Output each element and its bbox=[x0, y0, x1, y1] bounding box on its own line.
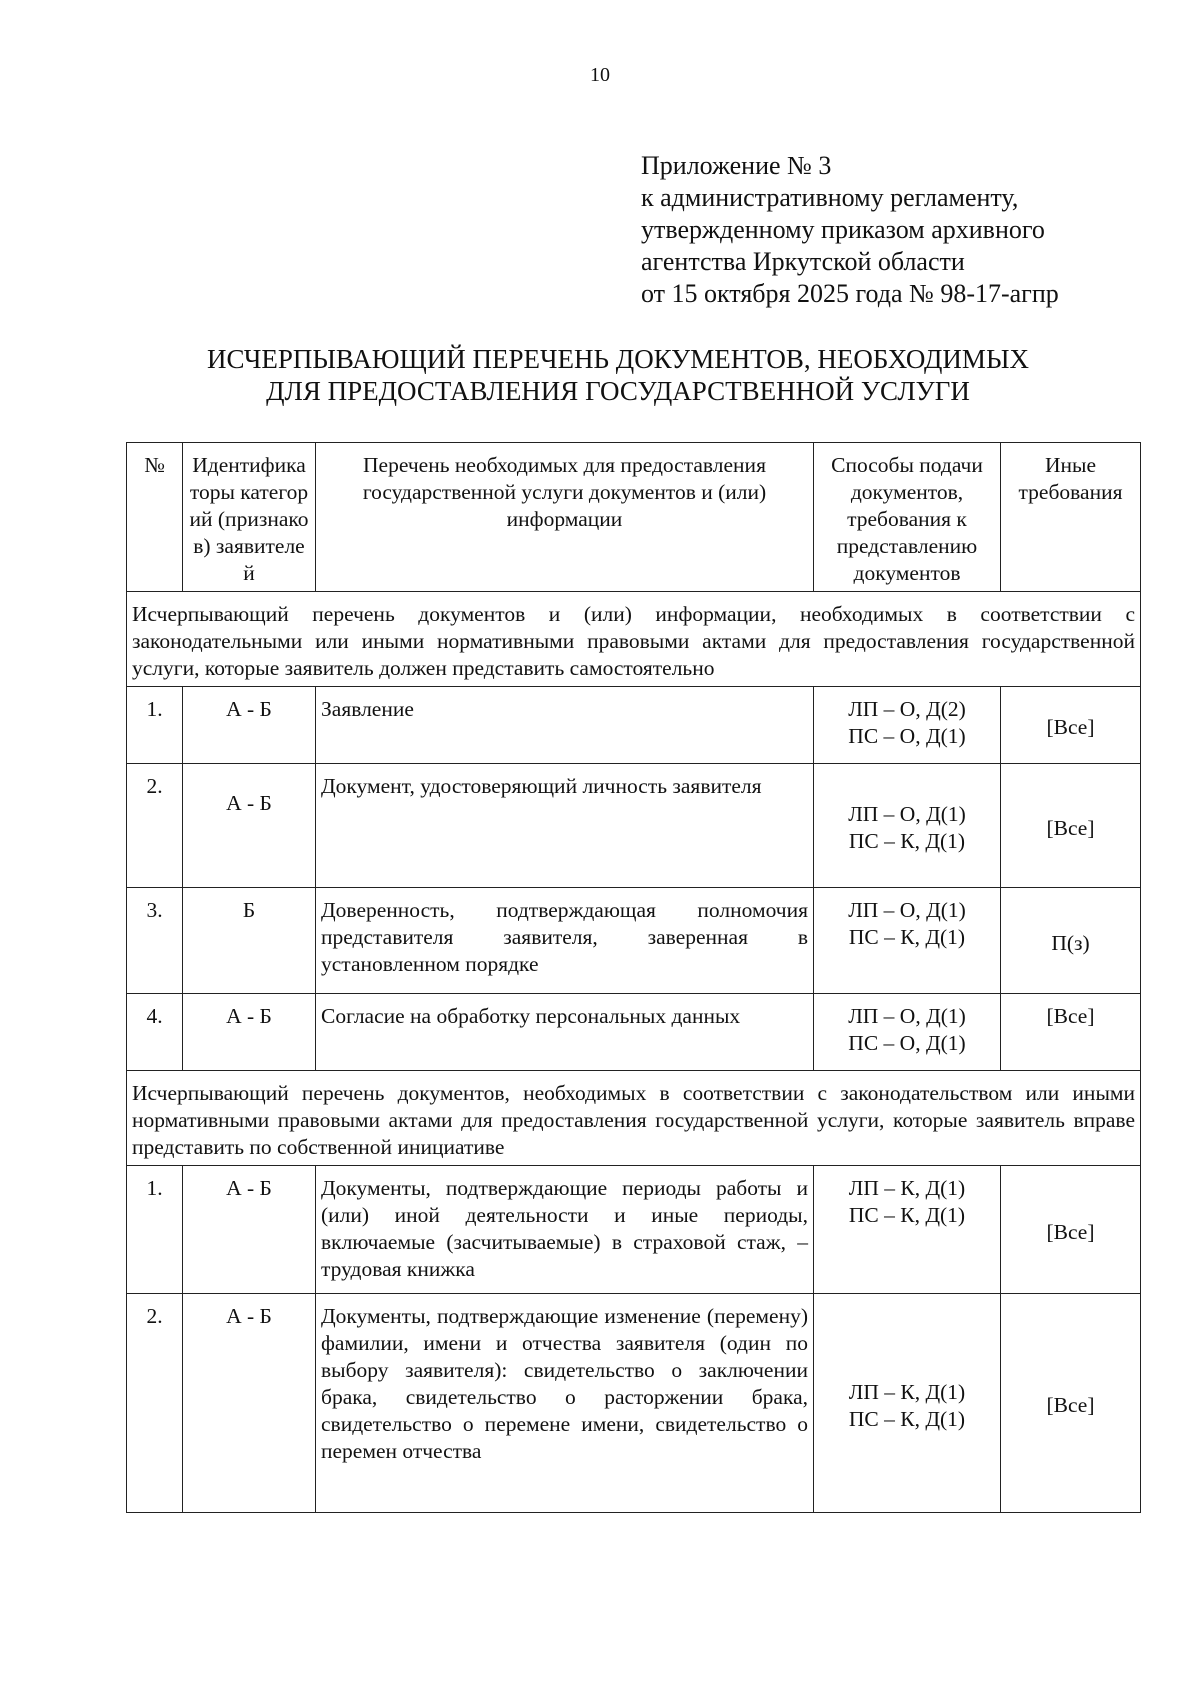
row-identifier: А - Б bbox=[183, 687, 316, 764]
table-header-row bbox=[127, 443, 1141, 592]
section-heading-row bbox=[127, 1071, 1141, 1166]
submission-line: ПС – О, Д(1) bbox=[848, 724, 966, 748]
submission-line: ПС – К, Д(1) bbox=[848, 1406, 966, 1431]
appendix-block bbox=[641, 150, 1059, 310]
document-title bbox=[0, 343, 1200, 407]
submission-line: ПС – К, Д(1) bbox=[848, 925, 966, 949]
row-other-requirements: П(з) bbox=[1001, 888, 1141, 994]
page-number: 10 bbox=[590, 64, 610, 86]
table-row bbox=[127, 888, 1141, 994]
row-other-requirements: [Все] bbox=[1001, 994, 1141, 1071]
row-number: 1. bbox=[127, 687, 183, 764]
submission-line: ЛП – О, Д(1) bbox=[848, 802, 966, 826]
section-2-title: Исчерпывающий перечень документов, необходимых в соответствии с законодательством или иными нормативными правовыми актами для предоставления государственной услуги, которые заявитель вправе представить по собственной инициативе bbox=[127, 1071, 1141, 1166]
row-number: 3. bbox=[127, 888, 183, 994]
row-document: Документ, удостоверяющий личность заявителя bbox=[316, 764, 814, 888]
row-document: Доверенность, подтверждающая полномочия представителя заявителя, заверенная в установленном порядке bbox=[316, 888, 814, 994]
submission-line: ЛП – К, Д(1) bbox=[848, 1176, 966, 1200]
table-row bbox=[127, 1166, 1141, 1294]
row-submission bbox=[814, 1294, 1001, 1513]
row-identifier: А - Б bbox=[183, 1294, 316, 1513]
row-number: 4. bbox=[127, 994, 183, 1071]
table-row bbox=[127, 764, 1141, 888]
table-row bbox=[127, 687, 1141, 764]
title-line-1: ИСЧЕРПЫВАЮЩИЙ ПЕРЕЧЕНЬ ДОКУМЕНТОВ, НЕОБХОДИМЫХ bbox=[207, 344, 1029, 374]
row-document: Заявление bbox=[316, 687, 814, 764]
submission-line: ПС – К, Д(1) bbox=[848, 1203, 966, 1227]
submission-line: ПС – О, Д(1) bbox=[848, 1031, 966, 1055]
title-line-2: ДЛЯ ПРЕДОСТАВЛЕНИЯ ГОСУДАРСТВЕННОЙ УСЛУГИ bbox=[266, 376, 970, 406]
row-identifier: А - Б bbox=[183, 994, 316, 1071]
appendix-line: к административному регламенту, bbox=[641, 183, 1019, 212]
table-row bbox=[127, 1294, 1141, 1513]
row-identifier: А - Б bbox=[183, 764, 316, 888]
appendix-line: агентства Иркутской области bbox=[641, 247, 965, 276]
row-submission bbox=[814, 1166, 1001, 1294]
table-row bbox=[127, 994, 1141, 1071]
submission-line: ЛП – К, Д(1) bbox=[848, 1379, 966, 1404]
row-identifier: А - Б bbox=[183, 1166, 316, 1294]
header-documents: Перечень необходимых для предоставления государственной услуги документов и (или) информации bbox=[316, 443, 814, 592]
appendix-line: утвержденному приказом архивного bbox=[641, 215, 1045, 244]
row-document: Документы, подтверждающие периоды работы и (или) иной деятельности и иные периоды, включаемые (засчитываемые) в страховой стаж, – трудовая книжка bbox=[316, 1166, 814, 1294]
header-submission: Способы подачи документов, требования к представлению документов bbox=[814, 443, 1001, 592]
row-other-requirements: [Все] bbox=[1001, 687, 1141, 764]
row-submission bbox=[814, 687, 1001, 764]
row-submission bbox=[814, 764, 1001, 888]
appendix-line: от 15 октября 2025 года № 98-17-агпр bbox=[641, 279, 1059, 308]
row-other-requirements: [Все] bbox=[1001, 1294, 1141, 1513]
submission-line: ЛП – О, Д(1) bbox=[848, 1004, 966, 1028]
submission-line: ПС – К, Д(1) bbox=[848, 829, 966, 853]
section-1-title: Исчерпывающий перечень документов и (или) информации, необходимых в соответствии с законодательными или иными нормативными правовыми актами для предоставления государственной услуги, которые заявитель должен представить самостоятельно bbox=[127, 592, 1141, 687]
row-number: 2. bbox=[127, 1294, 183, 1513]
appendix-line: Приложение № 3 bbox=[641, 151, 832, 180]
row-other-requirements: [Все] bbox=[1001, 764, 1141, 888]
row-submission bbox=[814, 994, 1001, 1071]
row-submission bbox=[814, 888, 1001, 994]
row-document: Согласие на обработку персональных данных bbox=[316, 994, 814, 1071]
row-other-requirements: [Все] bbox=[1001, 1166, 1141, 1294]
submission-line: ЛП – О, Д(2) bbox=[848, 697, 966, 721]
row-identifier: Б bbox=[183, 888, 316, 994]
documents-table bbox=[126, 442, 1141, 1513]
row-number: 1. bbox=[127, 1166, 183, 1294]
row-document: Документы, подтверждающие изменение (перемену) фамилии, имени и отчества заявителя (один по выбору заявителя): свидетельство о заключении брака, свидетельство о расторжении брака, свидетельство о перемене имени, свидетельство о перемен отчества bbox=[316, 1294, 814, 1513]
header-number: № bbox=[127, 443, 183, 592]
section-heading-row bbox=[127, 592, 1141, 687]
row-number: 2. bbox=[127, 764, 183, 888]
submission-line: ЛП – О, Д(1) bbox=[848, 898, 966, 922]
header-identifiers: Идентификаторы категорий (признаков) заявителей bbox=[183, 443, 316, 592]
header-other: Иные требования bbox=[1001, 443, 1141, 592]
